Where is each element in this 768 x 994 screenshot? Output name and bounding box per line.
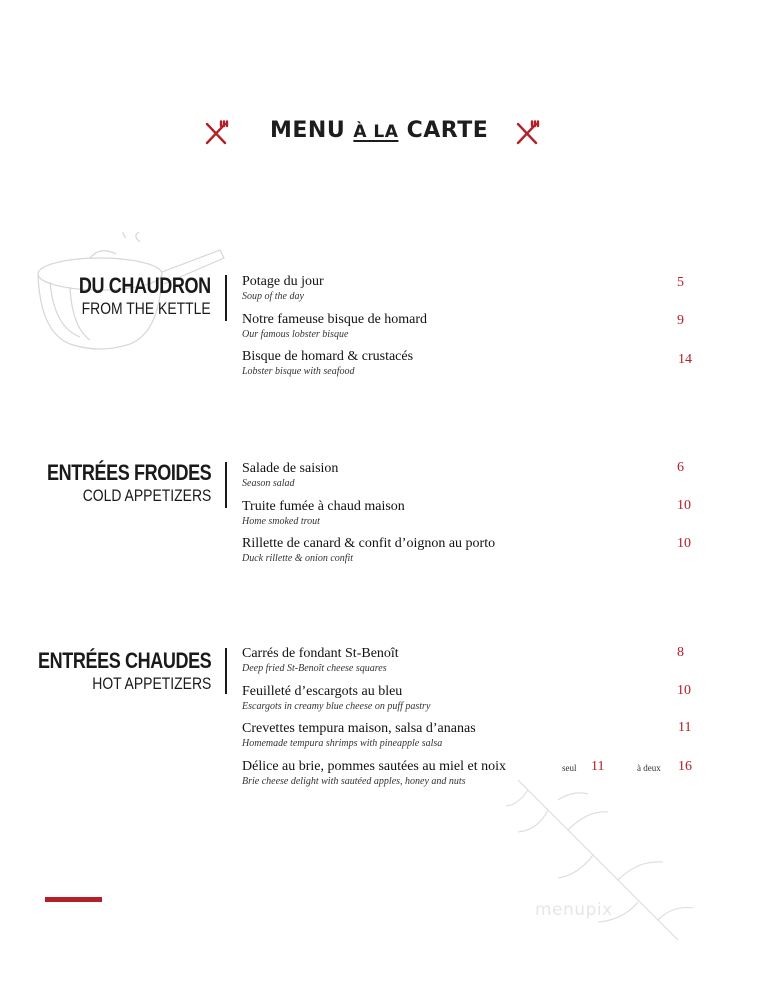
section-title-en: FROM THE KETTLE (81, 299, 211, 318)
section-title-fr: ENTRÉES FROIDES (46, 460, 211, 485)
item-name: Salade de saision (242, 461, 339, 476)
section-title-fr: DU CHAUDRON (79, 273, 211, 298)
item-price: 10 (677, 498, 691, 513)
section-divider (225, 648, 227, 694)
section-divider (225, 462, 227, 508)
crossed-knife-fork-icon (203, 120, 229, 146)
item-description: Home smoked trout (242, 516, 320, 527)
item-price: 10 (677, 536, 691, 551)
price-label-single: seul (562, 763, 577, 773)
item-description: Season salad (242, 478, 295, 489)
section-heading (11, 461, 211, 507)
item-price: 11 (678, 720, 692, 735)
item-price: 6 (677, 460, 684, 475)
menu-item (242, 646, 702, 675)
section-title-en: HOT APPETIZERS (91, 674, 211, 693)
item-name: Délice au brie, pommes sautées au miel et noix (242, 759, 506, 774)
item-price: 8 (677, 645, 684, 660)
item-description: Escargots in creamy blue cheese on puff pastry (242, 701, 431, 712)
menu-item (242, 721, 702, 750)
item-description: Deep fried St-Benoît cheese squares (242, 663, 387, 674)
menu-item (242, 312, 702, 341)
crossed-knife-fork-icon (514, 120, 540, 146)
page-title: MENU À LA CARTE (270, 118, 489, 143)
section-heading (0, 649, 211, 695)
price-label-double: à deux (637, 763, 661, 773)
section-heading (50, 274, 211, 320)
item-description: Homemade tempura shrimps with pineapple salsa (242, 738, 443, 749)
item-name: Feuilleté d’escargots au bleu (242, 684, 403, 699)
item-price-single: 11 (591, 759, 605, 774)
menu-item (242, 349, 702, 378)
item-name: Notre fameuse bisque de homard (242, 312, 428, 327)
item-name: Crevettes tempura maison, salsa d’ananas (242, 721, 476, 736)
watermark-text: menupix (535, 900, 613, 920)
item-description: Our famous lobster bisque (242, 329, 349, 340)
item-name: Bisque de homard & crustacés (242, 349, 414, 364)
herb-sketch-illustration (498, 770, 698, 950)
item-price: 10 (677, 683, 691, 698)
menu-item (242, 759, 702, 788)
item-name: Carrés de fondant St-Benoît (242, 646, 399, 661)
menu-item (242, 684, 702, 713)
item-description: Soup of the day (242, 291, 304, 302)
item-name: Potage du jour (242, 274, 324, 289)
item-price: 9 (677, 313, 684, 328)
menu-item (242, 499, 702, 528)
menu-item (242, 461, 702, 490)
item-name: Rillette de canard & confit d’oignon au porto (242, 536, 496, 551)
menu-item (242, 274, 702, 303)
item-description: Lobster bisque with seafood (242, 366, 355, 377)
item-price: 14 (678, 352, 692, 367)
item-price: 5 (677, 275, 684, 290)
section-divider (225, 275, 227, 321)
item-name: Truite fumée à chaud maison (242, 499, 405, 514)
section-title-fr: ENTRÉES CHAUDES (37, 648, 211, 673)
item-description: Brie cheese delight with sautéed apples, honey and nuts (242, 776, 466, 787)
item-price-double: 16 (678, 759, 692, 774)
footer-accent-bar (45, 897, 102, 902)
item-description: Duck rillette & onion confit (242, 553, 354, 564)
menu-item (242, 536, 702, 565)
menu-header (0, 116, 768, 152)
section-title-en: COLD APPETIZERS (82, 486, 211, 505)
